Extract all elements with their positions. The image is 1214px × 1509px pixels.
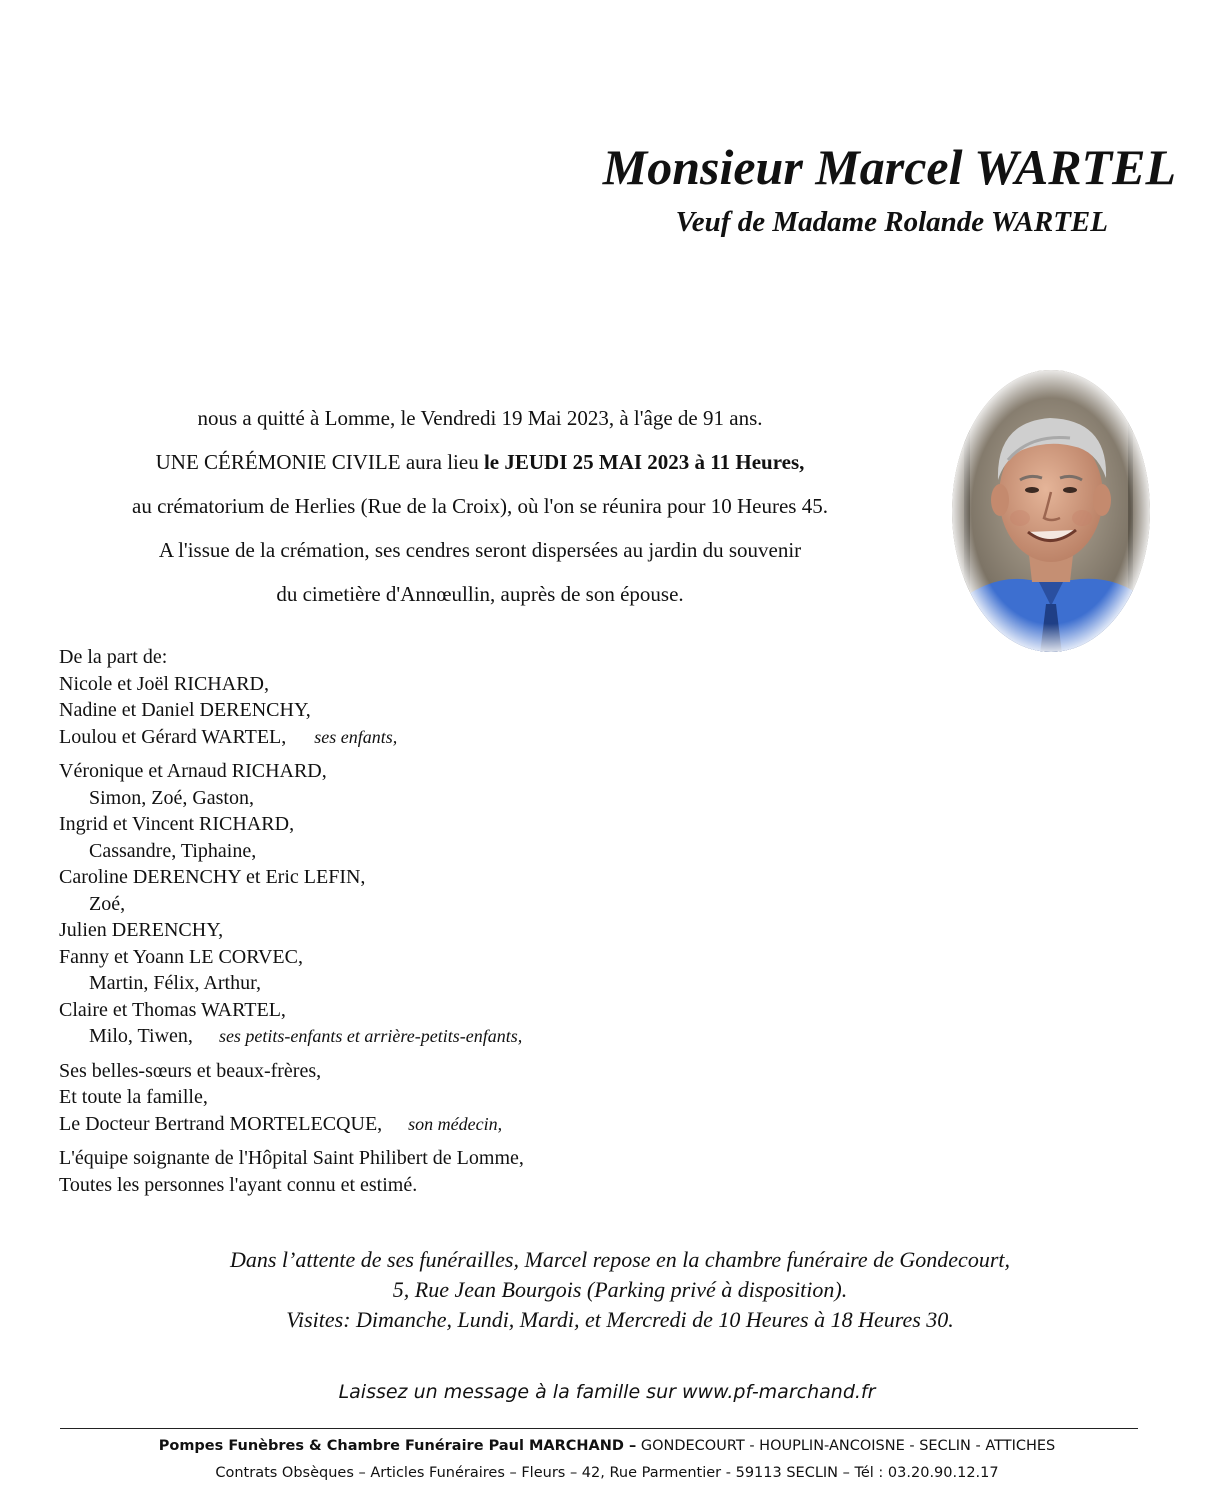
doctor-role: son médecin, xyxy=(408,1113,503,1134)
family-grandchild: Véronique et Arnaud RICHARD, xyxy=(59,760,327,782)
announcement-block xyxy=(40,396,920,616)
family-child: Nadine et Daniel DERENCHY, xyxy=(59,699,311,721)
family-other: Ses belles-sœurs et beaux-frères, xyxy=(59,1059,322,1082)
announcement-line-ceremony xyxy=(40,440,920,484)
footer-company-line xyxy=(0,1436,1214,1456)
family-child: Nicole et Joël RICHARD, xyxy=(59,672,269,695)
family-closing: L'équipe soignante de l'Hôpital Saint Philibert de Lomme, xyxy=(59,1147,524,1169)
family-great-grandchildren: Milo, Tiwen, xyxy=(89,1025,193,1047)
family-closing: Toutes les personnes l'ayant connu et estimé. xyxy=(59,1173,418,1196)
guestbook-message: Laissez un message à la famille sur www.pf-marchand.fr xyxy=(338,1381,876,1403)
family-great-grandchildren-with-role xyxy=(59,1023,959,1050)
announcement-line-death: nous a quitté à Lomme, le Vendredi 19 Mai 2023, à l'âge de 91 ans. xyxy=(197,406,763,430)
details-line-funeral-home: Dans l’attente de ses funérailles, Marcel repose en la chambre funéraire de Gondecourt, xyxy=(229,1247,1010,1272)
details-line-visits: Visites: Dimanche, Lundi, Mardi, et Mercredi de 10 Heures à 18 Heures 30. xyxy=(286,1307,954,1332)
family-grandchild: Ingrid et Vincent RICHARD, xyxy=(59,813,295,835)
family-child: Loulou et Gérard WARTEL, xyxy=(59,725,287,748)
footer-locations: GONDECOURT - HOUPLIN-ANCOISNE - SECLIN - ATTICHES xyxy=(636,1438,1056,1454)
family-great-grandchildren: Martin, Félix, Arthur, xyxy=(89,972,261,994)
family-grandchild: Claire et Thomas WARTEL, xyxy=(59,998,286,1021)
details-line-address: 5, Rue Jean Bourgois (Parking privé à disposition). xyxy=(392,1277,848,1302)
family-list xyxy=(59,644,959,1198)
footer-company: Pompes Funèbres & Chambre Funéraire Paul MARCHAND – xyxy=(158,1438,637,1454)
family-grandchild: Julien DERENCHY, xyxy=(59,919,224,941)
announcement-line-cemetery: du cimetière d'Annœullin, auprès de son épouse. xyxy=(276,582,684,606)
family-doctor xyxy=(59,1111,959,1138)
footer-divider xyxy=(60,1428,1138,1429)
doctor-name: Le Docteur Bertrand MORTELECQUE, xyxy=(59,1112,383,1135)
deceased-name: Monsieur Marcel WARTEL xyxy=(602,139,1176,195)
family-grandchild: Caroline DERENCHY et Eric LEFIN, xyxy=(59,866,366,888)
deceased-portrait xyxy=(950,368,1152,654)
family-intro: De la part de: xyxy=(59,646,168,668)
family-grandchild: Fanny et Yoann LE CORVEC, xyxy=(59,945,303,968)
funeral-details xyxy=(30,1245,1210,1335)
family-other: Et toute la famille, xyxy=(59,1086,208,1108)
family-child-with-role xyxy=(59,724,959,751)
ceremony-text: UNE CÉRÉMONIE CIVILE aura lieu xyxy=(155,450,484,474)
family-great-grandchildren: Zoé, xyxy=(89,892,126,915)
footer-services-line: Contrats Obsèques – Articles Funéraires – Fleurs – 42, Rue Parmentier - 59113 SECLIN – Tél : 03.20.90.12.17 xyxy=(215,1465,999,1481)
ceremony-date: le JEUDI 25 MAI 2023 à 11 Heures, xyxy=(483,450,805,474)
family-great-grandchildren: Simon, Zoé, Gaston, xyxy=(89,786,254,809)
widow-note: Veuf de Madame Rolande WARTEL xyxy=(675,206,1108,238)
grandchildren-role: ses petits-enfants et arrière-petits-enfants, xyxy=(218,1026,523,1046)
children-role: ses enfants, xyxy=(314,726,398,747)
family-great-grandchildren: Cassandre, Tiphaine, xyxy=(89,839,257,862)
announcement-line-ashes: A l'issue de la crémation, ses cendres seront dispersées au jardin du souvenir xyxy=(158,538,802,562)
announcement-line-crematorium: au crématorium de Herlies (Rue de la Croix), où l'on se réunira pour 10 Heures 45. xyxy=(132,494,828,518)
